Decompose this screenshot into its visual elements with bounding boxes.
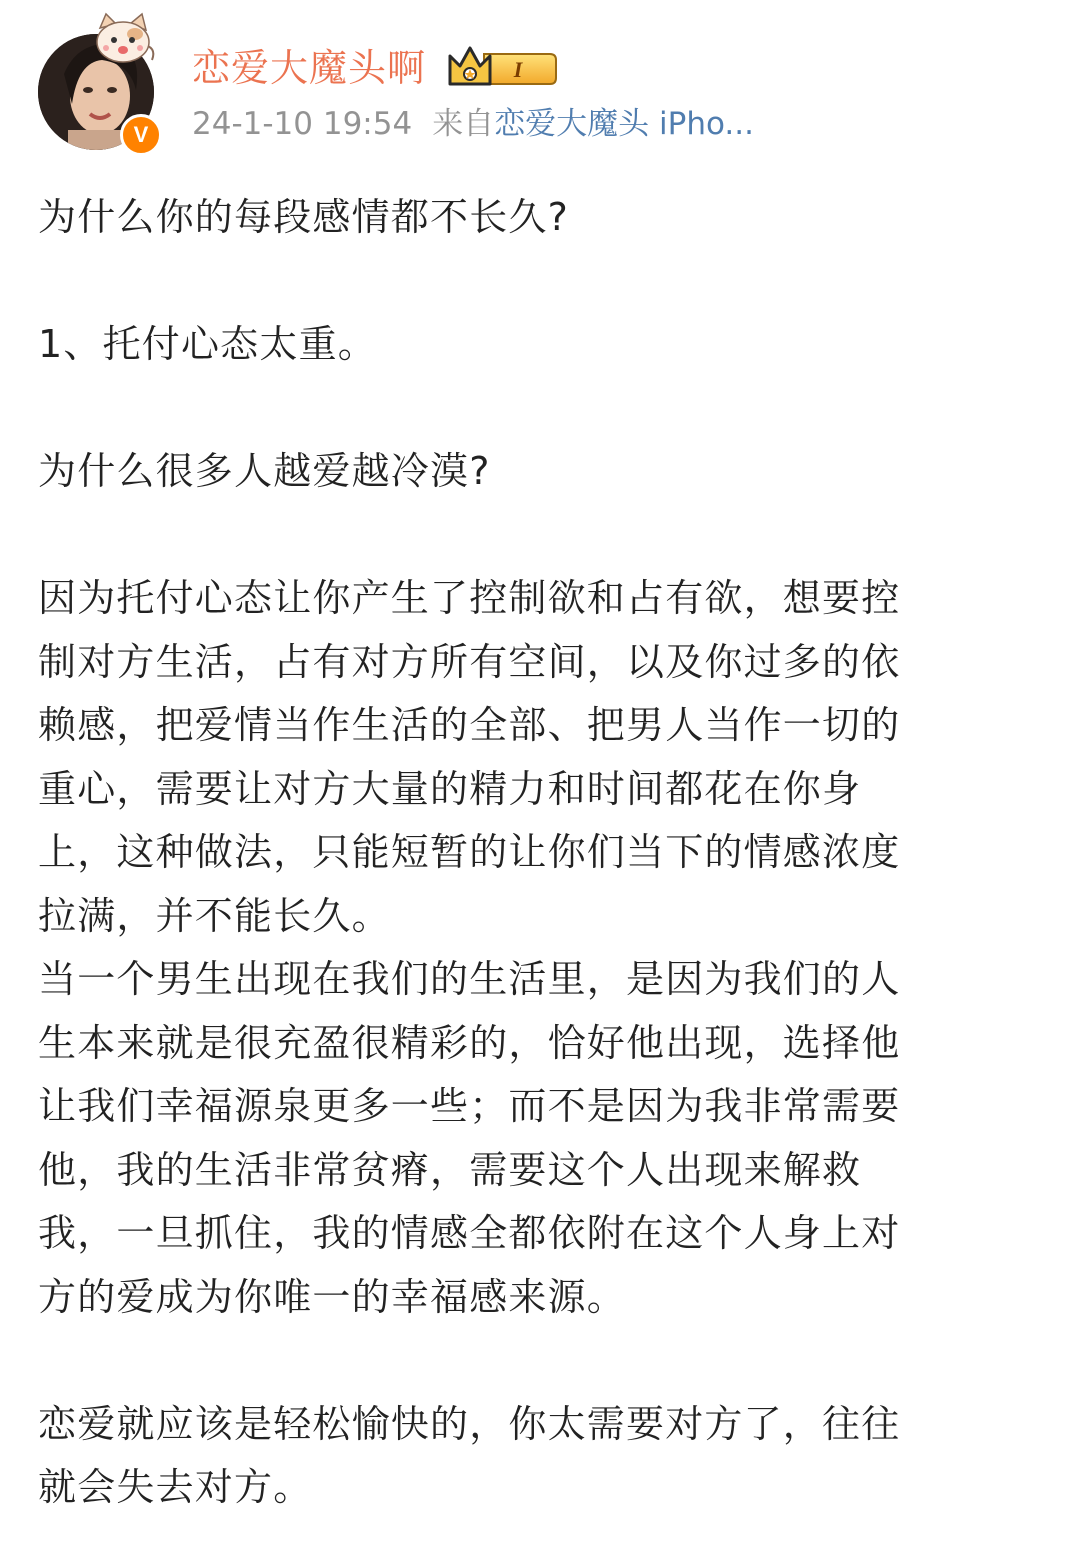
post-paragraph: 为什么你的每段感情都不长久? xyxy=(38,195,569,239)
post-timestamp: 24-1-10 19:54 xyxy=(192,106,413,142)
paragraph-spacer xyxy=(38,377,1048,441)
post-paragraph: 1、托付心态太重。 xyxy=(38,322,377,366)
cat-sticker-icon xyxy=(90,12,156,68)
vip-level-label: I xyxy=(513,57,523,82)
post-header xyxy=(0,0,1080,170)
post-paragraph: 为什么很多人越爱越冷漠? xyxy=(38,449,491,493)
avatar-container[interactable] xyxy=(38,34,154,150)
verified-badge-icon: V xyxy=(120,114,162,156)
paragraph-spacer xyxy=(38,1329,1048,1393)
paragraph-spacer xyxy=(38,250,1048,314)
post-paragraph: 当一个男生出现在我们的生活里，是因为我们的人 生本来就是很充盈很精彩的，恰好他出现，选择他 让我们幸福源泉更多一些；而不是因为我非常需要 他，我的生活非常贫瘠，需要这个人出现来解救 我，一旦抓住，我的情感全都依附在这个人身上对 方的爱成为你唯一的幸福感来源。 xyxy=(38,957,901,1319)
post-paragraph: 因为托付心态让你产生了控制欲和占有欲，想要控 制对方生活，占有对方所有空间，以及你过多的依 赖感，把爱情当作生活的全部、把男人当作一切的 重心，需要让对方大量的精力和时间都花在你身 上，这种做法，只能短暂的让你们当下的情感浓度 拉满，并不能长久。 xyxy=(38,576,901,938)
source-prefix: 来自 xyxy=(432,106,495,142)
paragraph-spacer xyxy=(38,504,1048,568)
post-meta xyxy=(192,102,754,146)
post-body xyxy=(38,186,1048,1520)
source-link[interactable]: 恋爱大魔头 iPho... xyxy=(494,106,754,142)
vip-crown-badge-icon[interactable] xyxy=(446,44,558,90)
post-paragraph: 恋爱就应该是轻松愉快的，你太需要对方了，往往 就会失去对方。 xyxy=(38,1401,901,1509)
username-link[interactable]: 恋爱大魔头啊 xyxy=(192,46,427,90)
